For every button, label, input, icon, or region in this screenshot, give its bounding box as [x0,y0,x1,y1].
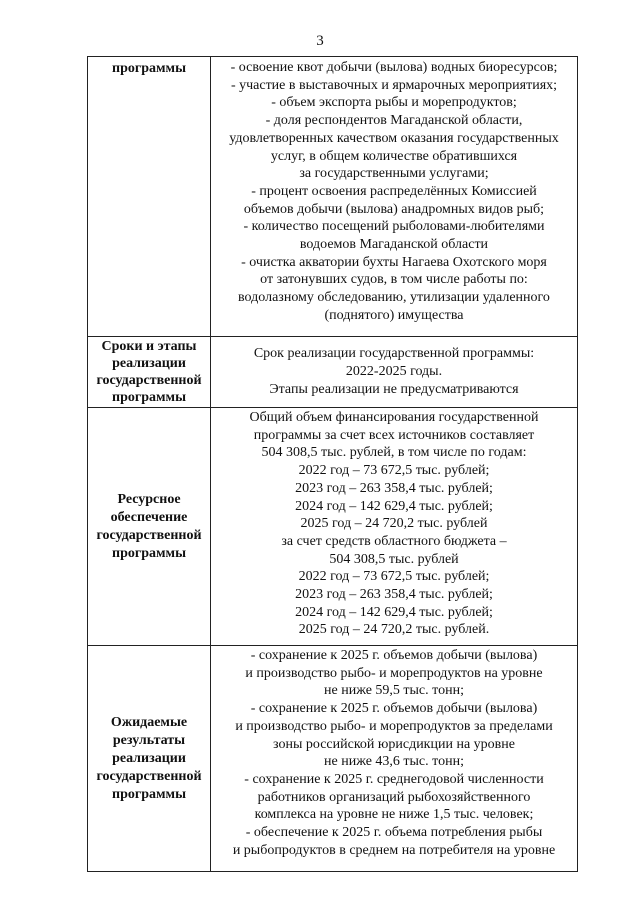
text-line: работников организаций рыбохозяйственного [257,789,531,805]
text-line: и рыбопродуктов в среднем на потребителя на уровне [232,842,556,858]
text-line: Ожидаемые [110,714,188,730]
text-line: 2022-2025 годы. [345,364,443,380]
text-line: объемов добычи (вылова) анадромных видов рыб; [243,201,545,217]
row-value [211,59,577,325]
text-line: Срок реализации государственной программы: [253,346,535,362]
text-line: государственной [96,373,202,388]
text-line: - очистка акватории бухты Нагаева Охотского моря [241,254,547,270]
text-line: 2023 год – 263 358,4 тыс. рублей; [295,480,493,496]
text-line: обеспечение [110,509,188,525]
row-label [88,338,210,406]
text-line: и производство рыбо- и морепродуктов на уровне [245,665,543,681]
text-line: государственной [96,527,202,543]
text-line: программы за счет всех источников составляет [253,427,535,443]
text-line: удовлетворенных качеством оказания государственных [229,130,559,146]
row-label-cell [88,408,211,646]
text-line: Общий объем финансирования государственной [249,410,539,425]
text-line: программы [112,545,186,561]
row-value-cell [211,646,578,872]
text-line: Этапы реализации не предусматриваются [269,381,519,397]
text-line: 2024 год – 142 629,4 тыс. рублей; [295,498,493,514]
text-line: от затонувших судов, в том числе работы по: [260,272,528,288]
row-label-cell [88,646,211,872]
row-value-cell [211,337,578,408]
text-line: реализации [112,750,186,766]
text-line: - обеспечение к 2025 г. объема потребления рыбы [245,825,543,841]
text-line: - сохранение к 2025 г. объемов добычи (вылова) [250,701,538,717]
text-line: зоны российской юрисдикции на уровне [273,736,515,752]
text-line: 2023 год – 263 358,4 тыс. рублей; [295,587,493,603]
text-line: 504 308,5 тыс. рублей [329,551,459,567]
program-passport-table [87,56,578,872]
row-value [211,345,577,398]
text-line: 504 308,5 тыс. рублей, в том числе по годам: [261,445,527,461]
text-line: - объем экспорта рыбы и морепродуктов; [271,95,517,111]
row-value-cell [211,57,578,337]
row-value-cell [211,408,578,646]
row-value [211,409,577,639]
text-line: 2024 год – 142 629,4 тыс. рублей; [295,604,493,620]
text-line: - сохранение к 2025 г. объемов добычи (вылова) [250,648,538,663]
text-line: за счет средств областного бюджета – [281,533,507,549]
row-label-cell [88,57,211,337]
text-line: за государственными услугами; [299,166,489,182]
text-line: государственной [96,768,202,784]
text-line: (поднятого) имущества [324,307,464,323]
text-line: Сроки и этапы [101,339,197,354]
page-number: 3 [316,33,324,49]
text-line: Ресурсное [117,491,181,507]
text-line: - процент освоения распределённых Комиссией [251,183,537,199]
text-line: - освоение квот добычи (вылова) водных биоресурсов; [230,60,558,75]
text-line: программы [112,390,186,405]
text-line: - участие в выставочных и ярмарочных мероприятиях; [230,77,558,93]
text-line: реализации [112,356,186,371]
text-line: не ниже 43,6 тыс. тонн; [324,754,464,770]
row-value [211,647,577,859]
text-line: программы [112,61,186,76]
row-label [88,714,210,804]
table-row-expected-results [88,646,578,872]
text-line: комплекса на уровне не ниже 1,5 тыс. человек; [254,807,534,823]
text-line: - количество посещений рыболовами-любителями [243,219,545,235]
text-line: программы [112,786,186,802]
text-line: - сохранение к 2025 г. среднегодовой численности [244,771,544,787]
table-row-timing [88,337,578,408]
text-line: не ниже 59,5 тыс. тонн; [324,683,464,699]
text-line: и производство рыбо- и морепродуктов за пределами [235,718,553,734]
row-label [88,60,210,77]
table-row-indicators [88,57,578,337]
row-label [88,491,210,563]
text-line: водоемов Магаданской области [299,237,489,253]
text-line: 2025 год – 24 720,2 тыс. рублей [300,516,488,532]
text-line: результаты [112,732,186,748]
row-label-cell [88,337,211,408]
text-line: 2022 год – 73 672,5 тыс. рублей; [298,569,490,585]
table-row-funding [88,408,578,646]
text-line: - доля респондентов Магаданской области, [265,113,523,129]
text-line: услуг, в общем количестве обратившихся [270,148,518,164]
text-line: 2025 год – 24 720,2 тыс. рублей. [298,622,490,638]
text-line: 2022 год – 73 672,5 тыс. рублей; [298,463,490,479]
text-line: водолазному обследованию, утилизации удаленного [238,290,550,306]
